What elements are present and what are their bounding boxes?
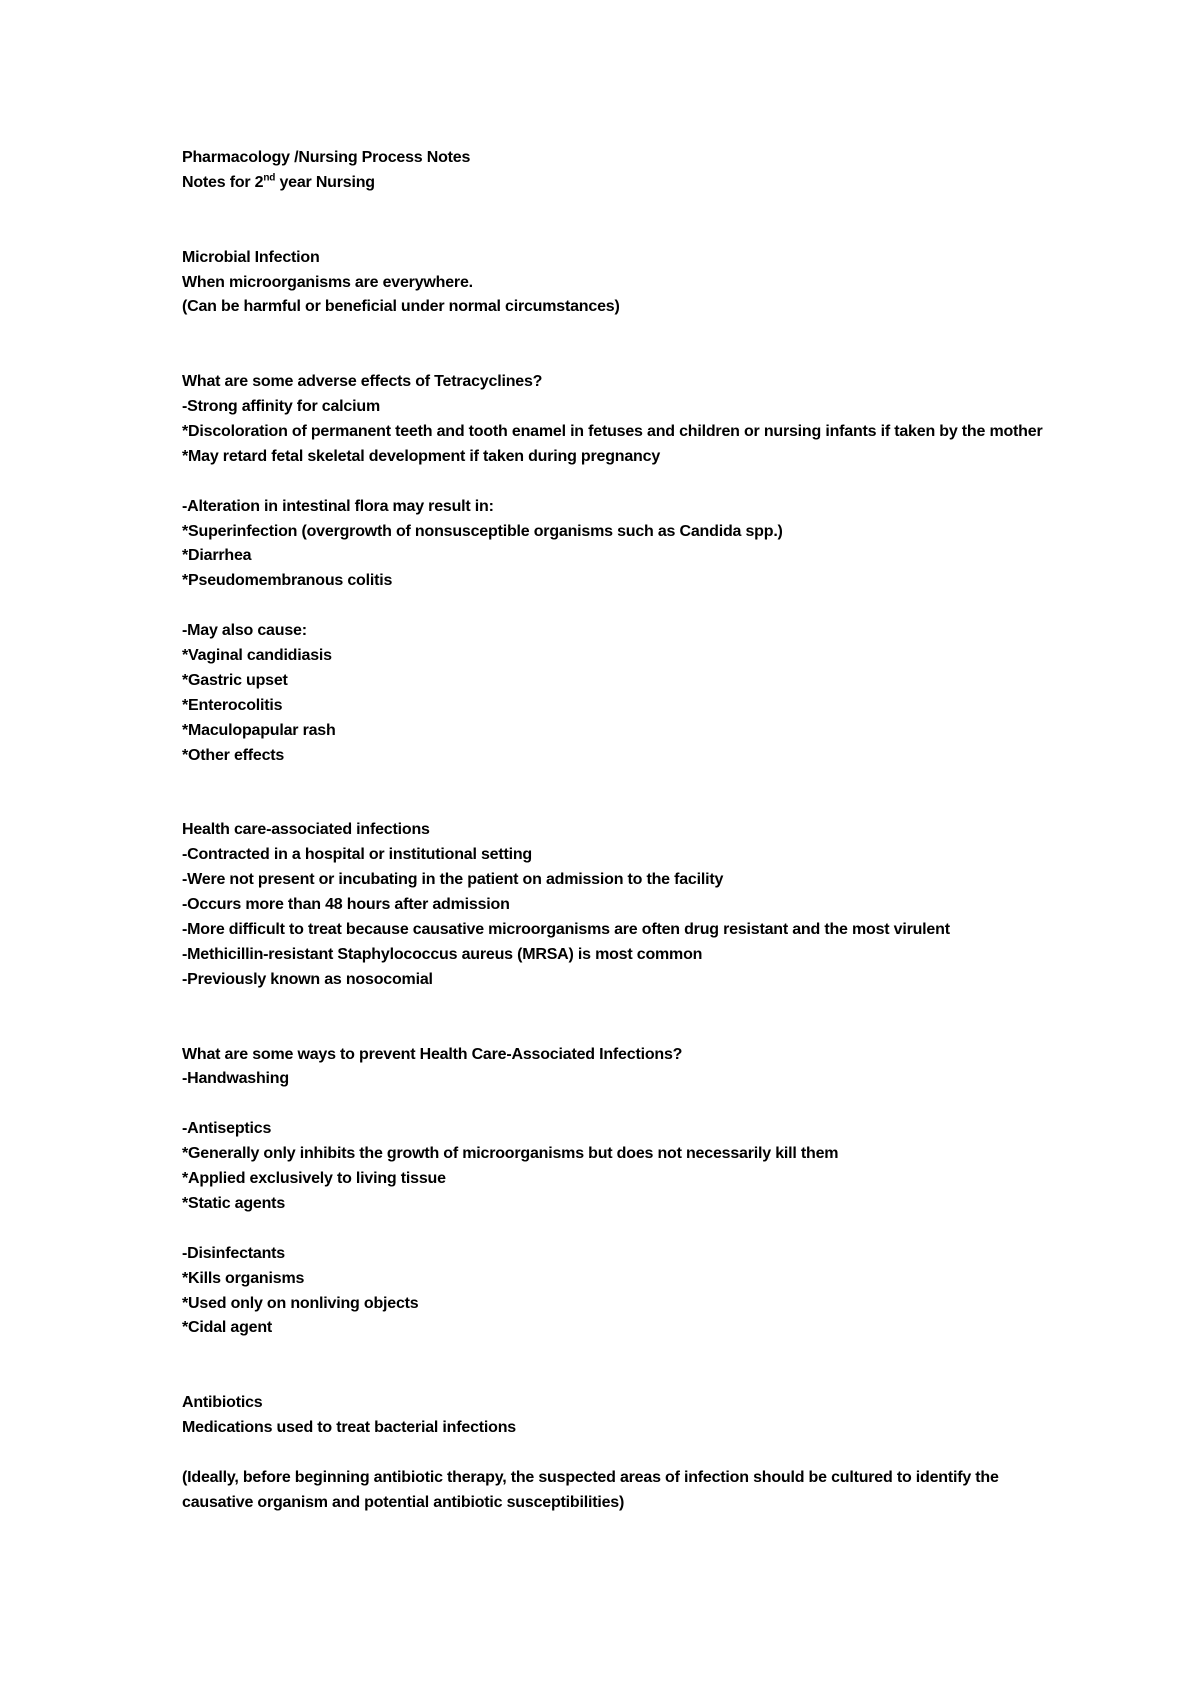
list-item: *Used only on nonliving objects — [182, 1294, 419, 1312]
tetracyclines-question: What are some adverse effects of Tetracyclines? — [182, 373, 543, 391]
list-item: -Contracted in a hospital or institutional setting — [182, 846, 533, 864]
list-item: *Gastric upset — [182, 671, 288, 689]
antiseptics-heading: -Antiseptics — [182, 1120, 272, 1138]
list-item: -Methicillin-resistant Staphylococcus aureus (MRSA) is most common — [182, 945, 703, 963]
list-item: *Vaginal candidiasis — [182, 647, 332, 665]
list-item: *Other effects — [182, 746, 285, 764]
microbial-heading: Microbial Infection — [182, 248, 320, 266]
antibiotics-heading: Antibiotics — [182, 1394, 263, 1412]
list-item: -Were not present or incubating in the patient on admission to the facility — [182, 871, 724, 889]
list-item: *Maculopapular rash — [182, 721, 336, 739]
list-item: *Generally only inhibits the growth of microorganisms but does not necessarily kill them — [182, 1145, 839, 1163]
list-item: -More difficult to treat because causative microorganisms are often drug resistant and the most virulent — [182, 921, 950, 939]
handwashing-item: -Handwashing — [182, 1070, 289, 1088]
tetracyclines-fetal: *May retard fetal skeletal development if taken during pregnancy — [182, 447, 661, 465]
list-item: *Diarrhea — [182, 547, 252, 565]
list-item: -Previously known as nosocomial — [182, 970, 433, 988]
microbial-line-2: (Can be harmful or beneficial under normal circumstances) — [182, 298, 620, 316]
antibiotics-definition: Medications used to treat bacterial infections — [182, 1419, 516, 1437]
prevention-question: What are some ways to prevent Health Care-Associated Infections? — [182, 1045, 683, 1063]
list-item: *Kills organisms — [182, 1269, 305, 1287]
tetracyclines-discoloration: *Discoloration of permanent teeth and tooth enamel in fetuses and children or nursing infants if taken by the mother — [182, 422, 1043, 440]
spacer — [182, 470, 1062, 495]
spacer — [182, 1441, 1062, 1466]
list-item: *Enterocolitis — [182, 696, 283, 714]
flora-heading: -Alteration in intestinal flora may result in: — [182, 497, 494, 515]
hai-heading: Health care-associated infections — [182, 821, 430, 839]
microbial-line-1: When microorganisms are everywhere. — [182, 273, 473, 291]
antibiotics-note: (Ideally, before beginning antibiotic therapy, the suspected areas of infection should be cultured to identify the causative organism and potential antibiotic susceptibilities) — [182, 1468, 999, 1511]
subtitle-suffix: year Nursing — [275, 173, 375, 191]
spacer — [182, 594, 1062, 619]
spacer — [182, 993, 1062, 1043]
subtitle-ordinal: nd — [263, 172, 276, 184]
spacer — [182, 196, 1062, 246]
list-item: *Static agents — [182, 1194, 286, 1212]
list-item: -Occurs more than 48 hours after admission — [182, 896, 510, 914]
spacer — [182, 1341, 1062, 1391]
spacer — [182, 769, 1062, 819]
list-item: *Superinfection (overgrowth of nonsusceptible organisms such as Candida spp.) — [182, 522, 783, 540]
list-item: *Cidal agent — [182, 1319, 273, 1337]
subtitle-prefix: Notes for 2 — [182, 173, 264, 191]
document-title: Pharmacology /Nursing Process Notes — [182, 149, 471, 166]
spacer — [182, 1217, 1062, 1242]
document-body — [182, 146, 1062, 1516]
spacer — [182, 1092, 1062, 1117]
also-cause-heading: -May also cause: — [182, 622, 307, 640]
list-item: *Pseudomembranous colitis — [182, 572, 393, 590]
document-subtitle — [182, 171, 1062, 196]
spacer — [182, 320, 1062, 370]
disinfectants-heading: -Disinfectants — [182, 1244, 285, 1262]
list-item: *Applied exclusively to living tissue — [182, 1170, 446, 1188]
tetracyclines-calcium: -Strong affinity for calcium — [182, 398, 380, 416]
